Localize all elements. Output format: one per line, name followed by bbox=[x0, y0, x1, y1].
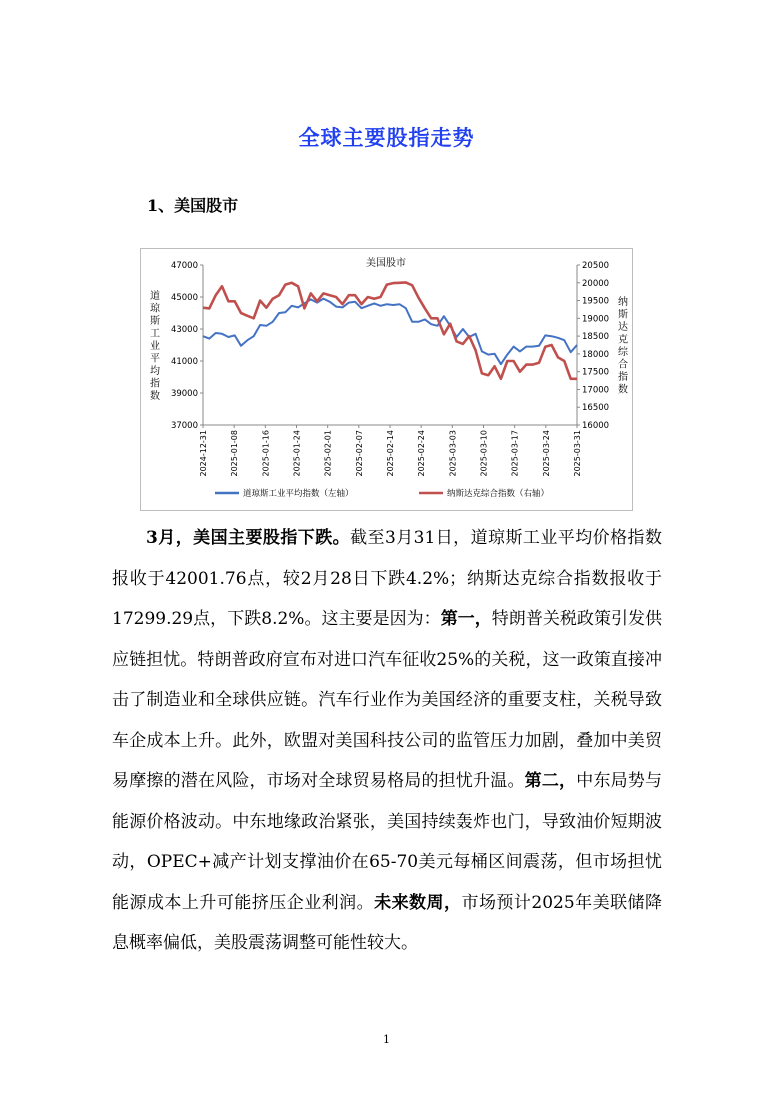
x-tick-label: 2025-02-24 bbox=[417, 430, 427, 477]
paragraph-run: 中东局势与能源价格波动。中东地缘政治紧张，美国持续轰炸也门，导致油价短期波动，OPEC+减产计划支撑油价在65-70美元每桶区间震荡，但市场担忧能源成本上升可能挤压企业利润。 bbox=[112, 771, 663, 913]
left-axis-ticks bbox=[171, 261, 203, 431]
nasdaq-series-line bbox=[203, 282, 577, 378]
paragraph-bold-run: 第一， bbox=[440, 609, 492, 629]
x-tick-label: 2025-02-01 bbox=[323, 430, 333, 477]
legend-label: 纳斯达克综合指数（右轴） bbox=[447, 489, 550, 499]
x-tick-label: 2025-01-24 bbox=[292, 430, 302, 477]
paragraph-run: 截至3月31日，道琼斯工业平均价格指数报收于42001.76点，较2月28日下跌4.2%；纳斯达克综合指数报收于17299.29点，下跌8.2%。这主要是因为： bbox=[112, 528, 662, 629]
chart-axes bbox=[203, 265, 577, 425]
chart-svg bbox=[141, 249, 632, 510]
us-stock-chart bbox=[140, 248, 633, 511]
paragraph-bold-run: 未来数周， bbox=[374, 892, 462, 913]
paragraph-run: 市场预计2025年美联储降息概率偏低，美股震荡调整可能性较大。 bbox=[112, 892, 663, 953]
left-tick-label: 37000 bbox=[170, 421, 198, 431]
page-number: 1 bbox=[383, 1033, 390, 1046]
right-tick-label: 17500 bbox=[582, 367, 610, 378]
x-tick-label: 2025-03-10 bbox=[479, 430, 489, 477]
x-tick-label: 2025-03-24 bbox=[541, 430, 551, 477]
chart-title: 美国股市 bbox=[366, 258, 406, 269]
right-tick-label: 20000 bbox=[582, 278, 610, 289]
right-tick-label: 18000 bbox=[582, 349, 610, 360]
axis-title: 纳斯达克综合指数 bbox=[618, 297, 628, 396]
left-axis-label bbox=[150, 289, 161, 402]
left-tick-label: 43000 bbox=[170, 325, 198, 335]
x-tick-label: 2025-03-17 bbox=[510, 430, 520, 477]
left-tick-label: 41000 bbox=[170, 357, 198, 367]
legend-label: 道琼斯工业平均指数（左轴） bbox=[243, 489, 354, 499]
right-tick-label: 19000 bbox=[582, 314, 610, 325]
x-tick-label: 2025-03-31 bbox=[573, 430, 582, 477]
chart-series bbox=[203, 282, 577, 378]
paragraph-run: 特朗普关税政策引发供应链担忧。特朗普政府宣布对进口汽车征收25%的关税，这一政策直接冲击了制造业和全球供应链。汽车行业作为美国经济的重要支柱，关税导致车企成本上升。此外，欧盟对美国科技公司的监管压力加剧，叠加中美贸易摩擦的潜在风险，市场对全球贸易格局的担忧升温。 bbox=[112, 609, 663, 791]
left-tick-label: 39000 bbox=[170, 389, 198, 399]
page-title: 全球主要股指走势 bbox=[298, 125, 475, 150]
paragraph-bold-run: 3月，美国主要股指下跌。 bbox=[146, 528, 351, 548]
right-axis-ticks bbox=[577, 261, 609, 431]
right-axis-label bbox=[618, 295, 629, 396]
section-heading: 1、美国股市 bbox=[147, 196, 239, 215]
paragraph-text bbox=[112, 518, 662, 964]
right-tick-label: 17000 bbox=[582, 385, 610, 396]
dow-series-line bbox=[203, 299, 577, 365]
right-tick-label: 18500 bbox=[582, 332, 610, 343]
right-tick-label: 16500 bbox=[582, 403, 610, 414]
right-tick-label: 19500 bbox=[582, 296, 610, 307]
right-tick-label: 16000 bbox=[582, 421, 610, 431]
axis-title: 道琼斯工业平均指数 bbox=[150, 290, 160, 402]
x-axis-ticks bbox=[199, 425, 582, 477]
x-tick-label: 2025-03-03 bbox=[448, 430, 458, 477]
x-tick-label: 2025-02-14 bbox=[386, 430, 395, 477]
right-tick-label: 20500 bbox=[582, 261, 610, 271]
analysis-paragraph bbox=[112, 518, 662, 964]
paragraph-bold-run: 第二， bbox=[524, 771, 577, 791]
left-tick-label: 45000 bbox=[170, 293, 198, 303]
x-tick-label: 2024-12-31 bbox=[199, 430, 208, 477]
x-tick-label: 2025-02-07 bbox=[354, 430, 364, 477]
chart-legend bbox=[215, 488, 549, 499]
left-tick-label: 47000 bbox=[170, 261, 198, 271]
x-tick-label: 2025-01-08 bbox=[230, 430, 240, 477]
x-tick-label: 2025-01-16 bbox=[261, 430, 271, 477]
